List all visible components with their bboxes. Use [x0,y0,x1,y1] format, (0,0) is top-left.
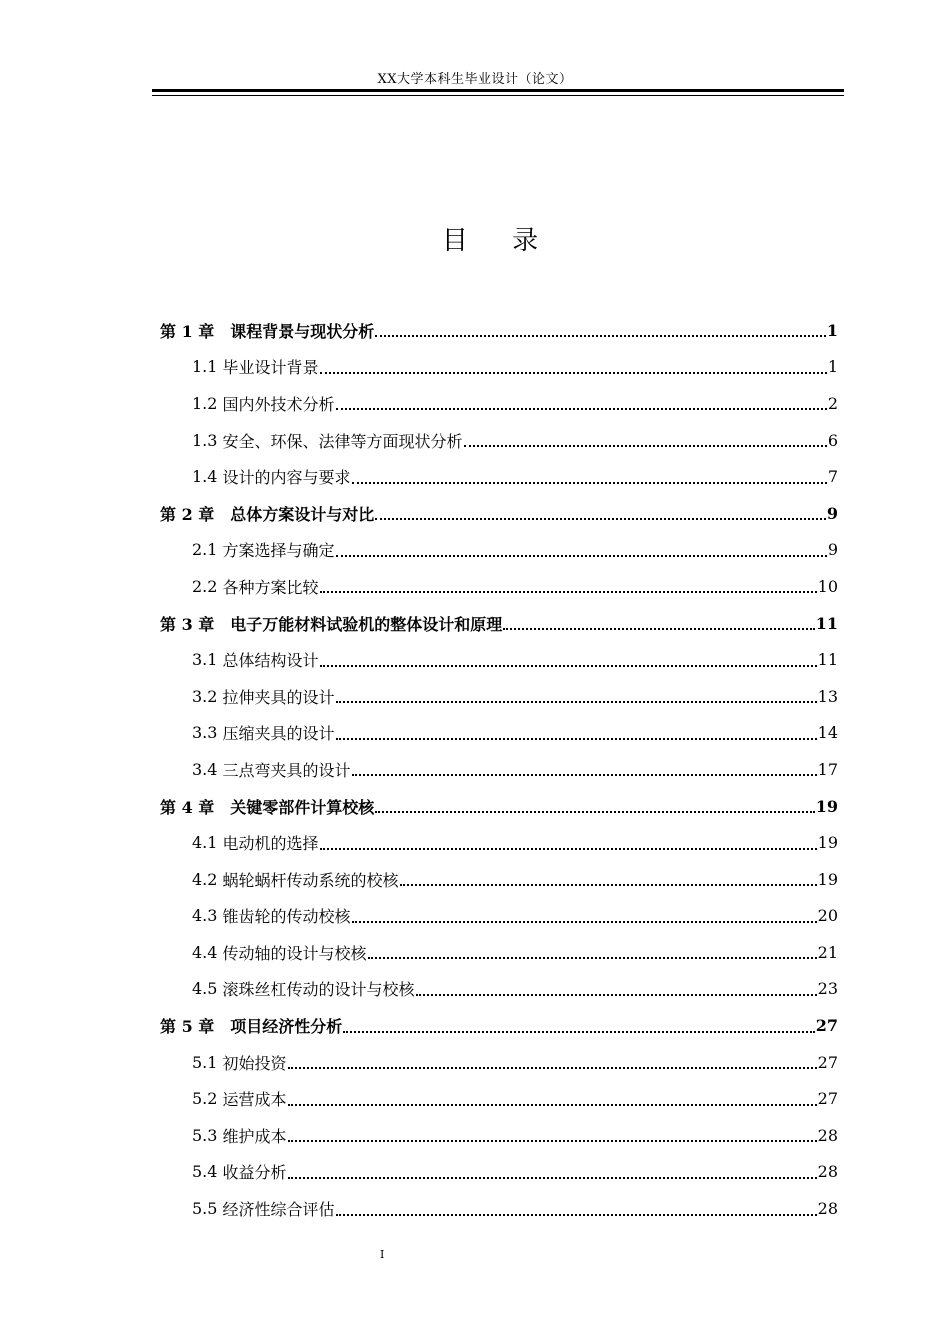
toc-dot-leader [464,445,827,447]
toc-entry-page: 11 [815,613,838,633]
toc-entry-label: 电动机的选择 [222,834,319,854]
toc-entry-page: 27 [817,1052,838,1072]
toc-entry-label: 初始投资 [222,1053,287,1073]
toc-section-entry[interactable] [160,641,838,678]
toc-entry-page: 9 [827,540,838,560]
toc-entry-number: 4.2 [192,869,223,889]
toc-entry-number: 3.3 [192,723,223,743]
toc-entry-label: 总体方案设计与对比 [230,504,375,524]
toc-entry-page: 28 [817,1125,838,1145]
toc-section-entry[interactable] [160,1080,838,1117]
toc-section-entry[interactable] [160,532,838,569]
toc-entry-page: 1 [827,357,838,377]
toc-entry-page: 9 [826,503,838,523]
toc-entry-label: 项目经济性分析 [230,1017,343,1037]
toc-entry-number: 2.1 [192,540,223,560]
toc-title: 目 录 [441,226,557,256]
toc-dot-leader [375,518,826,520]
toc-entry-label: 设计的内容与要求 [222,468,351,488]
toc-section-entry[interactable] [160,861,838,898]
toc-entry-label: 总体结构设计 [222,651,319,671]
toc-entry-number: 第 3 章 [160,614,231,634]
toc-dot-leader [352,482,827,484]
toc-entry-number: 3.2 [192,686,223,706]
toc-chapter-entry[interactable] [160,312,838,349]
toc-entry-label: 运营成本 [222,1090,287,1110]
toc-entry-page: 7 [827,467,838,487]
toc-entry-number: 3.4 [192,759,223,779]
toc-entry-page: 27 [817,1089,838,1109]
toc-dot-leader [503,628,814,630]
toc-entry-label: 国内外技术分析 [222,394,335,414]
toc-entry-label: 电子万能材料试验机的整体设计和原理 [230,614,503,634]
toc-entry-label: 经济性综合评估 [222,1200,335,1220]
toc-section-entry[interactable] [160,349,838,386]
page-number: I [380,1248,385,1261]
toc-section-entry[interactable] [160,422,838,459]
toc-dot-leader [336,555,827,557]
toc-entry-number: 1.1 [192,357,223,377]
toc-entry-number: 第 5 章 [160,1017,231,1037]
toc-entry-label: 压缩夹具的设计 [222,724,335,744]
toc-entry-number: 3.1 [192,650,223,670]
toc-section-entry[interactable] [160,898,838,935]
toc-entry-page: 19 [817,869,838,889]
toc-section-entry[interactable] [160,678,838,715]
toc-entry-number: 1.3 [192,430,223,450]
toc-entry-number: 2.2 [192,576,223,596]
toc-dot-leader [320,848,817,850]
toc-entry-page: 19 [817,833,838,853]
header-rule-thick [152,89,844,92]
toc-dot-leader [336,738,817,740]
toc-entry-page: 11 [817,650,838,670]
toc-section-entry[interactable] [160,1117,838,1154]
toc-section-entry[interactable] [160,751,838,788]
toc-dot-leader [320,372,827,374]
toc-section-entry[interactable] [160,1154,838,1191]
header-rule-thin [152,95,844,96]
toc-dot-leader [336,701,817,703]
toc-entry-number: 4.1 [192,833,223,853]
toc-section-entry[interactable] [160,385,838,422]
toc-entry-page: 13 [817,686,838,706]
toc-entry-label: 拉伸夹具的设计 [222,687,335,707]
toc-entry-label: 课程背景与现状分析 [230,321,375,341]
toc-section-entry[interactable] [160,824,838,861]
toc-dot-leader [352,774,817,776]
toc-entry-label: 三点弯夹具的设计 [222,760,351,780]
toc-entry-number: 5.3 [192,1125,223,1145]
toc-entry-number: 1.4 [192,467,223,487]
toc-dot-leader [400,884,817,886]
toc-entry-label: 各种方案比较 [222,577,319,597]
toc-entry-page: 28 [817,1199,838,1219]
toc-entry-number: 第 2 章 [160,504,231,524]
toc-section-entry[interactable] [160,1190,838,1227]
toc-dot-leader [336,408,827,410]
toc-dot-leader [320,665,817,667]
toc-entry-label: 传动轴的设计与校核 [222,943,367,963]
toc-entry-number: 5.1 [192,1052,223,1072]
toc-dot-leader [375,335,826,337]
toc-entry-number: 5.4 [192,1162,223,1182]
toc-section-entry[interactable] [160,971,838,1008]
toc-entry-number: 4.3 [192,906,223,926]
toc-section-entry[interactable] [160,458,838,495]
toc-entry-page: 2 [827,393,838,413]
toc-entry-page: 23 [817,979,838,999]
running-header: XX大学本科生毕业设计（论文） [377,72,573,87]
toc-dot-leader [368,957,817,959]
toc-entry-page: 27 [815,1016,838,1036]
toc-dot-leader [288,1140,817,1142]
toc-entry-page: 6 [827,430,838,450]
toc-entry-label: 蜗轮蜗杆传动系统的校核 [222,870,399,890]
toc-entry-number: 1.2 [192,393,223,413]
toc-entry-label: 收益分析 [222,1163,287,1183]
toc-dot-leader [375,811,814,813]
toc-entry-page: 1 [826,320,838,340]
toc-section-entry[interactable] [160,1044,838,1081]
toc-entry-page: 17 [817,759,838,779]
toc-dot-leader [288,1067,817,1069]
toc-entry-number: 4.4 [192,942,223,962]
toc-dot-leader [343,1031,814,1033]
toc-entry-label: 安全、环保、法律等方面现状分析 [222,431,463,451]
toc-entry-number: 5.5 [192,1199,223,1219]
toc-chapter-entry[interactable] [160,1007,838,1044]
toc-chapter-entry[interactable] [160,495,838,532]
toc-chapter-entry[interactable] [160,788,838,825]
toc-entry-page: 21 [817,942,838,962]
toc-entry-label: 毕业设计背景 [222,358,319,378]
toc-entry-number: 4.5 [192,979,223,999]
toc-dot-leader [336,1214,817,1216]
toc-entry-label: 滚珠丝杠传动的设计与校核 [222,980,415,1000]
toc-dot-leader [288,1104,817,1106]
toc-entry-label: 方案选择与确定 [222,541,335,561]
toc-chapter-entry[interactable] [160,605,838,642]
toc-entry-page: 20 [817,906,838,926]
table-of-contents [160,312,838,1227]
toc-entry-label: 维护成本 [222,1126,287,1146]
toc-section-entry[interactable] [160,715,838,752]
toc-dot-leader [288,1177,817,1179]
toc-entry-number: 第 1 章 [160,321,231,341]
toc-entry-page: 28 [817,1162,838,1182]
toc-entry-page: 14 [817,723,838,743]
toc-dot-leader [320,591,817,593]
toc-dot-leader [416,994,817,996]
toc-entry-page: 19 [815,796,838,816]
toc-section-entry[interactable] [160,568,838,605]
toc-entry-page: 10 [817,576,838,596]
toc-entry-label: 关键零部件计算校核 [230,797,375,817]
toc-entry-label: 锥齿轮的传动校核 [222,907,351,927]
toc-entry-number: 5.2 [192,1089,223,1109]
toc-entry-number: 第 4 章 [160,797,231,817]
toc-dot-leader [352,921,817,923]
toc-section-entry[interactable] [160,934,838,971]
